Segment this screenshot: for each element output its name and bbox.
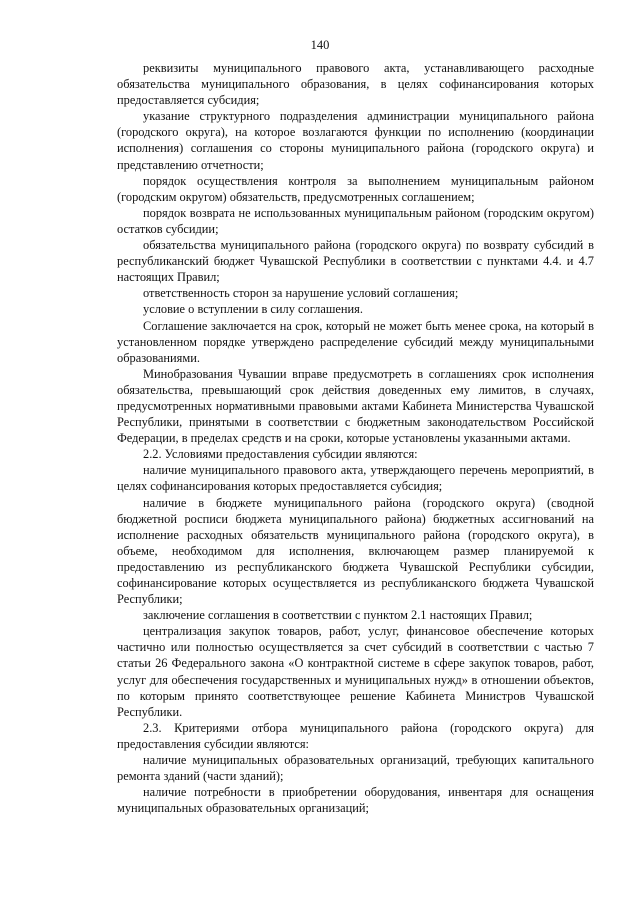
paragraph-section-2-3: 2.3. Критериями отбора муниципального района (городского округа) для предоставления субсидии являются: — [117, 720, 594, 751]
paragraph-requisites: реквизиты муниципального правового акта, устанавливающего расходные обязательства муниципального образования, в целях софинансирования которых предоставляется субсидия; — [117, 61, 594, 108]
paragraph-entry-into-force: условие о вступлении в силу соглашения. — [143, 302, 363, 317]
paragraph-agreement-term: Соглашение заключается на срок, который не может быть менее срока, на который в установленном порядке утверждено распределение субсидий между муниципальными образованиями. — [117, 318, 594, 365]
body-text — [117, 60, 594, 816]
paragraph-section-2-2: 2.2. Условиями предоставления субсидии являются: — [143, 447, 418, 462]
paragraph-equipment-need: наличие потребности в приобретении оборудования, инвентаря для оснащения муниципальных образовательных организаций; — [117, 785, 594, 816]
paragraph-budget-allocations: наличие в бюджете муниципального района (городского округа) (сводной бюджетной росписи бюджета муниципального района) бюджетных ассигнований на исполнение расходных обязательств муниципального района (городского округа), в объеме, необходимом для исполнения, включающем размер планируемой к предоставлению из республиканского бюджета Чувашской Республики субсидии, софинансирование которых осуществляется из республиканского бюджета Чувашской Республики; — [117, 495, 594, 607]
paragraph-structural-unit: указание структурного подразделения администрации муниципального района (городского округа), на которое возлагаются функции по исполнению (координации исполнения) соглашения со стороны муниципального района (городского округа) и представлению отчетности; — [117, 109, 594, 172]
paragraph-control-procedure: порядок осуществления контроля за выполнением муниципальным районом (городским округом) обязательств, предусмотренных соглашением; — [117, 173, 594, 204]
paragraph-repair-need: наличие муниципальных образовательных организаций, требующих капитального ремонта зданий (части зданий); — [117, 753, 594, 784]
paragraph-ministry-right: Минобразования Чувашии вправе предусмотреть в соглашениях срок исполнения обязательства, превышающий срок действия доведенных ему лимитов, в случаях, предусмотренных нормативными правовыми актами Кабинета Министерства Чувашской Республики, принятыми в соответствии с бюджетным законодательством Российской Федерации, в пределах средств и на сроки, которые установлены указанными актами. — [117, 366, 594, 446]
paragraph-return-procedure: порядок возврата не использованных муниципальным районом (городским округом) остатков субсидии; — [117, 205, 594, 236]
paragraph-procurement-centralization: централизация закупок товаров, работ, услуг, финансовое обеспечение которых частично или полностью осуществляется за счет субсидий в соответствии с частью 7 статьи 26 Федерального закона «О контрактной системе в сфере закупок товаров, работ, услуг для обеспечения государственных и муниципальных нужд» в отношении объектов, по которым принято соответствующее решение Кабинета Министров Чувашской Республики. — [117, 624, 594, 719]
paragraph-municipal-act: наличие муниципального правового акта, утверждающего перечень мероприятий, в целях софинансирования которых предоставляется субсидия; — [117, 463, 594, 494]
page-number: 140 — [310, 38, 330, 52]
paragraph-return-obligations: обязательства муниципального района (городского округа) по возврату субсидий в республиканский бюджет Чувашской Республики в соответствии с пунктами 4.4. и 4.7 настоящих Правил; — [117, 238, 594, 285]
paragraph-responsibility: ответственность сторон за нарушение условий соглашения; — [143, 286, 459, 301]
paragraph-agreement-conclusion: заключение соглашения в соответствии с пунктом 2.1 настоящих Правил; — [143, 608, 533, 623]
